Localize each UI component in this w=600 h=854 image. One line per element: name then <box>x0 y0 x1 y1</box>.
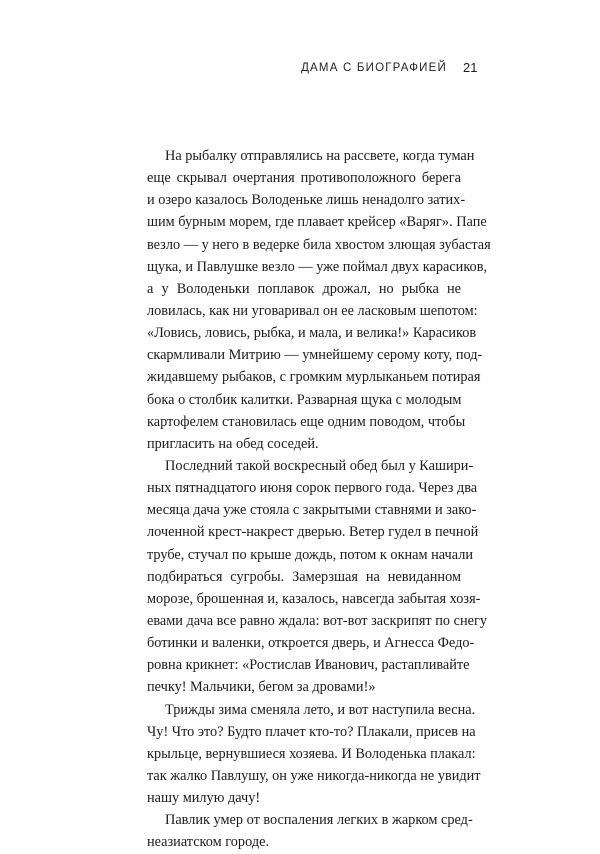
running-head-title: ДАМА С БИОГРАФИЕЙ <box>301 62 447 74</box>
text-line: Трижды зима сменяла лето, и вот наступила весна. <box>165 701 476 718</box>
text-line: лоченной крест-накрест дверью. Ветер гудел в печной <box>147 524 479 541</box>
text-line: Павлик умер от воспаления легких в жарком сред- <box>165 812 473 829</box>
text-line: так жалко Павлушу, он уже никогда-никогда не увидит <box>147 767 481 784</box>
text-line: неазиатском городе. <box>147 834 270 851</box>
page-number: 21 <box>463 60 478 75</box>
text-line: морозе, брошенная и, казалось, навсегда забытая хозя- <box>147 590 481 607</box>
text-line: картофелем становилась еще одним поводом, чтобы <box>147 413 466 430</box>
text-line: ловилась, как ни уговаривал он ее ласковым шепотом: <box>147 302 478 319</box>
text-line: евами дача все равно ждала: вот-вот заскрипят по снегу <box>147 612 487 629</box>
text-line: пригласить на обед соседей. <box>147 435 319 452</box>
text-line: Чу! Что это? Будто плачет кто-то? Плакали, присев на <box>147 723 476 740</box>
text-line: нашу милую дачу! <box>147 790 261 807</box>
text-line: «Ловись, ловись, рыбка, и мала, и велика!» Карасиков <box>147 325 477 342</box>
text-line: Последний такой воскресный обед был у Кашири- <box>165 457 474 474</box>
text-line: бока о столбик калитки. Разварная щука с молодым <box>147 391 462 408</box>
text-line: жидавшему рыбаков, с громким мурлыканьем потирая <box>147 369 481 386</box>
text-line: еще скрывал очертания противоположного берега <box>147 170 461 187</box>
text-line: ровна крикнет: «Ростислав Иванович, растапливайте <box>147 657 470 674</box>
text-line: крыльце, вернувшиеся хозяева. И Володенька плакал: <box>147 745 476 762</box>
text-line: везло — у него в ведерке била хвостом злющая зубастая <box>147 236 491 253</box>
text-line: месяца дача уже стояла с закрытыми ставнями и зако- <box>147 502 477 519</box>
text-line: и озеро казалось Володеньке лишь ненадолго затих- <box>147 192 466 209</box>
text-line: трубе, стучал по крыше дождь, потом к окнам начали <box>147 546 474 563</box>
text-line: На рыбалку отправлялись на рассвете, когда туман <box>165 148 475 164</box>
text-line: ных пятнадцатого июня сорок первого года. Через два <box>147 480 478 497</box>
text-line: скармливали Митрию — умнейшему серому коту, под- <box>147 347 483 364</box>
text-line: щука, и Павлушке везло — уже поймал двух карасиков, <box>147 258 488 275</box>
text-line: подбираться сугробы. Замерзшая на невиданном <box>147 568 461 585</box>
text-line: шим бурным морем, где плавает крейсер «Варяг». Папе <box>147 214 487 231</box>
text-line: а у Володеньки поплавок дрожал, но рыбка не <box>147 280 461 297</box>
text-line: печку! Мальчики, бегом за дровами!» <box>147 679 376 696</box>
text-line: ботинки и валенки, откроется дверь, и Агнесса Федо- <box>147 635 475 652</box>
body-text <box>147 145 491 854</box>
